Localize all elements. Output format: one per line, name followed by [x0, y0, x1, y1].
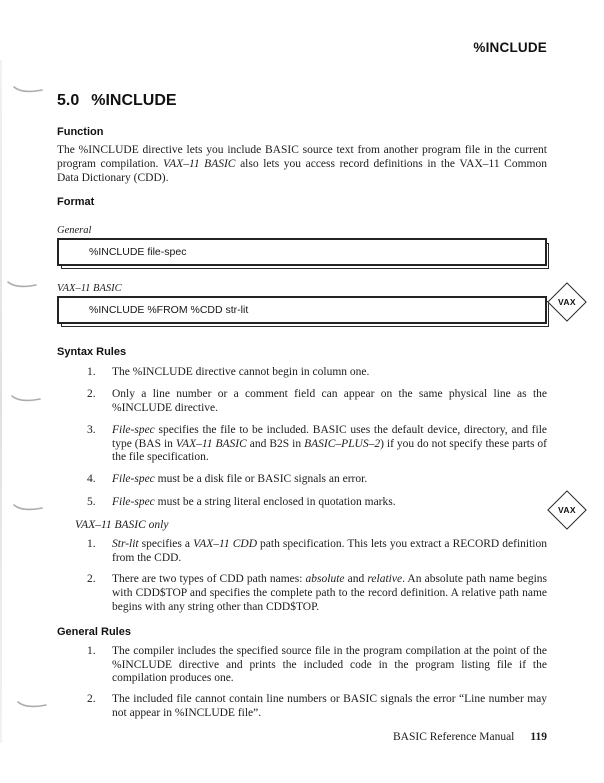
list-item — [57, 693, 547, 721]
item-number: 5. — [87, 495, 96, 508]
page-footer — [393, 731, 547, 743]
item-number: 4. — [87, 473, 96, 486]
general-rules-heading: General Rules — [57, 625, 131, 638]
item-number: 2. — [87, 573, 96, 586]
vax-badge-icon — [547, 490, 587, 530]
margin-mark-icon — [17, 699, 49, 711]
margin-mark-icon — [7, 279, 39, 291]
list-item — [57, 388, 547, 416]
format-label-vax: VAX–11 BASIC — [57, 283, 122, 295]
page-title — [57, 92, 547, 110]
footer-page-number: 119 — [530, 731, 547, 743]
item-text: Only a line number or a comment field can appear on the same physical line as the %INCLUDE directive. — [112, 388, 547, 414]
vax-badge-icon — [547, 282, 587, 322]
margin-mark-icon — [11, 393, 43, 405]
footer-manual-title: BASIC Reference Manual — [393, 731, 515, 743]
list-item — [57, 645, 547, 686]
item-number: 1. — [87, 644, 96, 657]
vax-only-label: VAX–11 BASIC only — [75, 518, 169, 531]
item-number: 1. — [87, 537, 96, 550]
vax-badge-label: VAX — [558, 297, 576, 307]
syntax-rules-heading: Syntax Rules — [57, 346, 127, 359]
item-text: Str-lit specifies a VAX–11 CDD path specification. This lets you extract a RECORD definition from the CDD. — [112, 537, 547, 564]
list-item — [57, 473, 547, 487]
running-header: %INCLUDE — [473, 40, 547, 55]
list-item — [57, 424, 547, 465]
syntax-box-vax: %INCLUDE %FROM %CDD str-lit — [57, 296, 547, 324]
vax-badge-label: VAX — [558, 505, 576, 515]
margin-mark-icon — [13, 84, 45, 96]
list-item — [57, 366, 547, 380]
list-item — [57, 573, 547, 614]
item-number: 2. — [87, 693, 96, 706]
item-number: 2. — [87, 388, 96, 401]
function-description: The %INCLUDE directive lets you include BASIC source text from another program file in the current program compilation. VAX–11 BASIC also lets you access record definitions in the VAX–11 Common Data Dictionary (CDD). — [57, 144, 547, 184]
list-item — [57, 538, 547, 566]
item-text: There are two types of CDD path names: absolute and relative. An absolute path name begins with CDD$TOP and specifies the complete path to the record definition. A relative path name begins with any string other than CDD$TOP. — [112, 573, 548, 613]
format-heading: Format — [57, 196, 95, 209]
item-text: The included file cannot contain line numbers or BASIC signals the error “Line number may not appear in %INCLUDE file”. — [112, 693, 547, 719]
margin-mark-icon — [13, 502, 45, 514]
list-item — [57, 496, 547, 510]
section-number: 5.0 — [57, 92, 80, 109]
item-text: The compiler includes the specified source file in the program compilation at the point of the %INCLUDE directive and prints the included code in the program listing file if the compilation produces one. — [112, 644, 547, 685]
item-text: File-spec must be a string literal enclosed in quotation marks. — [112, 495, 396, 508]
section-title-text: %INCLUDE — [91, 92, 177, 109]
item-number: 1. — [87, 366, 96, 379]
item-text: File-spec specifies the file to be included. BASIC uses the default device, directory, and file type (BAS in VAX–11 BASIC and B2S in BASIC–PLUS–2) if you do not specify these parts of the file specification. — [112, 423, 548, 464]
item-text: The %INCLUDE directive cannot begin in column one. — [112, 366, 370, 379]
function-heading: Function — [57, 126, 104, 138]
format-label-general: General — [57, 225, 92, 237]
item-text: File-spec must be a disk file or BASIC signals an error. — [112, 473, 368, 486]
item-number: 3. — [87, 423, 96, 436]
syntax-box-general: %INCLUDE file-spec — [57, 238, 547, 266]
